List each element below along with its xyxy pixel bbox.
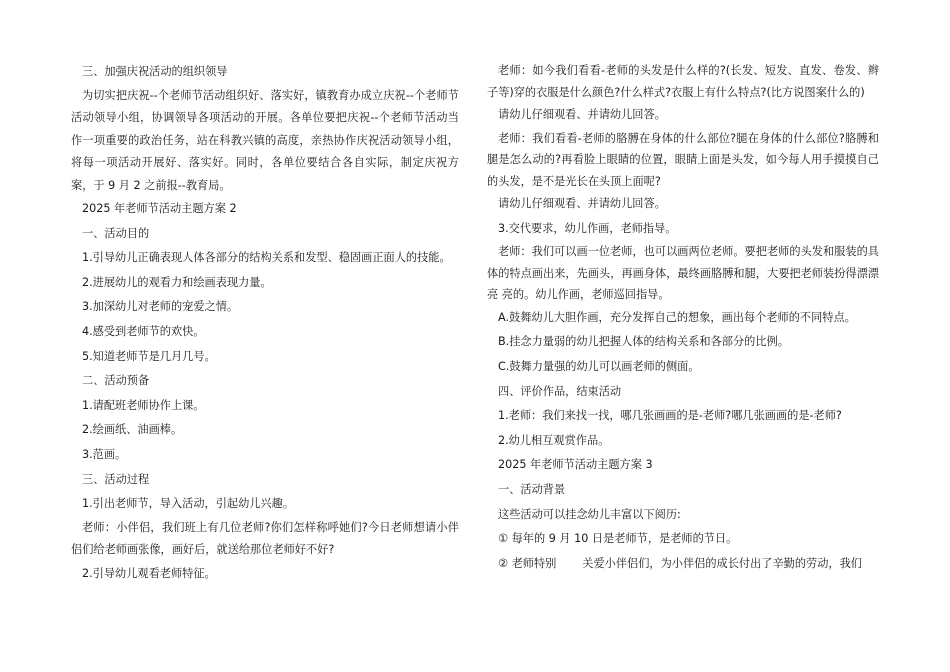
right-column bbox=[487, 60, 879, 576]
paragraph: ② 老师特别 关爱小伴侣们，为小伴侣的成长付出了辛勤的劳动，我们 bbox=[498, 556, 862, 570]
paragraph: 四、评价作品，结束活动 bbox=[498, 384, 622, 398]
paragraph: 2025 年老师节活动主题方案 2 bbox=[82, 202, 237, 216]
paragraph: B.挂念力量弱的幼儿把握人体的结构关系和各部分的比例。 bbox=[498, 335, 789, 349]
paragraph: 请幼儿仔细观看、并请幼儿回答。 bbox=[498, 197, 666, 211]
paragraph: 2.幼儿相互观赏作品。 bbox=[498, 433, 610, 447]
paragraph: 为切实把庆祝--个老师节活动组织好、落实好，镇教育办成立庆祝--个老师节活动领导小组，协调领导各项活动的开展。各单位要把庆祝--个老师节活动当作一项重要的政治任务，站在科教兴镇的高度，亲热协作庆祝活动领导小组，将每一项活动开展好、落实好。同时，各单位要结合各自实际，制定庆祝方案，于 9 月 2 之前报--教育局。 bbox=[71, 88, 459, 192]
paragraph: 1.老师：我们来找一找，哪几张画画的是-老师?哪几张画画的是-老师? bbox=[498, 409, 842, 423]
paragraph: 4.感受到老师节的欢快。 bbox=[82, 325, 205, 339]
paragraph: 三、活动过程 bbox=[82, 472, 150, 486]
paragraph: 一、活动背景 bbox=[498, 482, 566, 496]
paragraph: 1.引出老师节，导入活动，引起幼儿兴趣。 bbox=[82, 497, 295, 511]
paragraph: 2.引导幼儿观看老师特征。 bbox=[82, 566, 216, 580]
paragraph: A.鼓舞幼儿大胆作画，充分发挥自己的想象，画出每个老师的不同特点。 bbox=[498, 310, 856, 324]
paragraph: 老师：如今我们看看-老师的头发是什么样的?(长发、短发、直发、卷发、辫子等)穿的衣服是什么颜色?什么样式?衣服上有什么特点?(比方说图案什么的) bbox=[487, 64, 879, 99]
paragraph: 一、活动目的 bbox=[82, 226, 150, 240]
paragraph: 二、活动预备 bbox=[82, 374, 150, 388]
paragraph: 2.绘画纸、油画棒。 bbox=[82, 423, 183, 437]
paragraph: 5.知道老师节是几月几号。 bbox=[82, 349, 216, 363]
left-column bbox=[71, 60, 459, 586]
paragraph: 2.进展幼儿的观看力和绘画表现力量。 bbox=[82, 275, 272, 289]
paragraph: 3.交代要求，幼儿作画，老师指导。 bbox=[498, 221, 677, 235]
paragraph: 这些活动可以挂念幼儿丰富以下阅历: bbox=[498, 507, 681, 521]
paragraph: 3.加深幼儿对老师的宠爱之情。 bbox=[82, 300, 239, 314]
paragraph: 老师：我们看看-老师的胳膊在身体的什么部位?腿在身体的什么部位?胳膊和腿是怎么动的?再看脸上眼睛的位置，眼睛上面是头发，如今每人用手摸摸自己的头发，是不是光长在头顶上面呢? bbox=[487, 131, 879, 188]
paragraph: 三、加强庆祝活动的组织领导 bbox=[82, 65, 228, 78]
paragraph: 请幼儿仔细观看、并请幼儿回答。 bbox=[498, 108, 666, 121]
paragraph: 1.请配班老师协作上课。 bbox=[82, 398, 205, 412]
paragraph: C.鼓舞力量强的幼儿可以画老师的侧面。 bbox=[498, 359, 700, 373]
paragraph: 老师：我们可以画一位老师，也可以画两位老师。要把老师的头发和服装的具体的特点画出来，先画头，再画身体，最终画胳膊和腿，大要把老师装扮得漂漂亮 亮的。幼儿作画，老师巡回指导。 bbox=[487, 245, 879, 302]
paragraph: 1.引导幼儿正确表现人体各部分的结构关系和发型、稳固画正面人的技能。 bbox=[82, 251, 451, 265]
paragraph: 3.范画。 bbox=[82, 448, 127, 462]
paragraph: 老师：小伴侣，我们班上有几位老师?你们怎样称呼她们?今日老师想请小伴侣们给老师画张像，画好后，就送给那位老师好不好? bbox=[71, 520, 459, 557]
paragraph: 2025 年老师节活动主题方案 3 bbox=[498, 458, 653, 472]
paragraph: ① 每年的 9 月 10 日是老师节，是老师的节日。 bbox=[498, 532, 738, 546]
